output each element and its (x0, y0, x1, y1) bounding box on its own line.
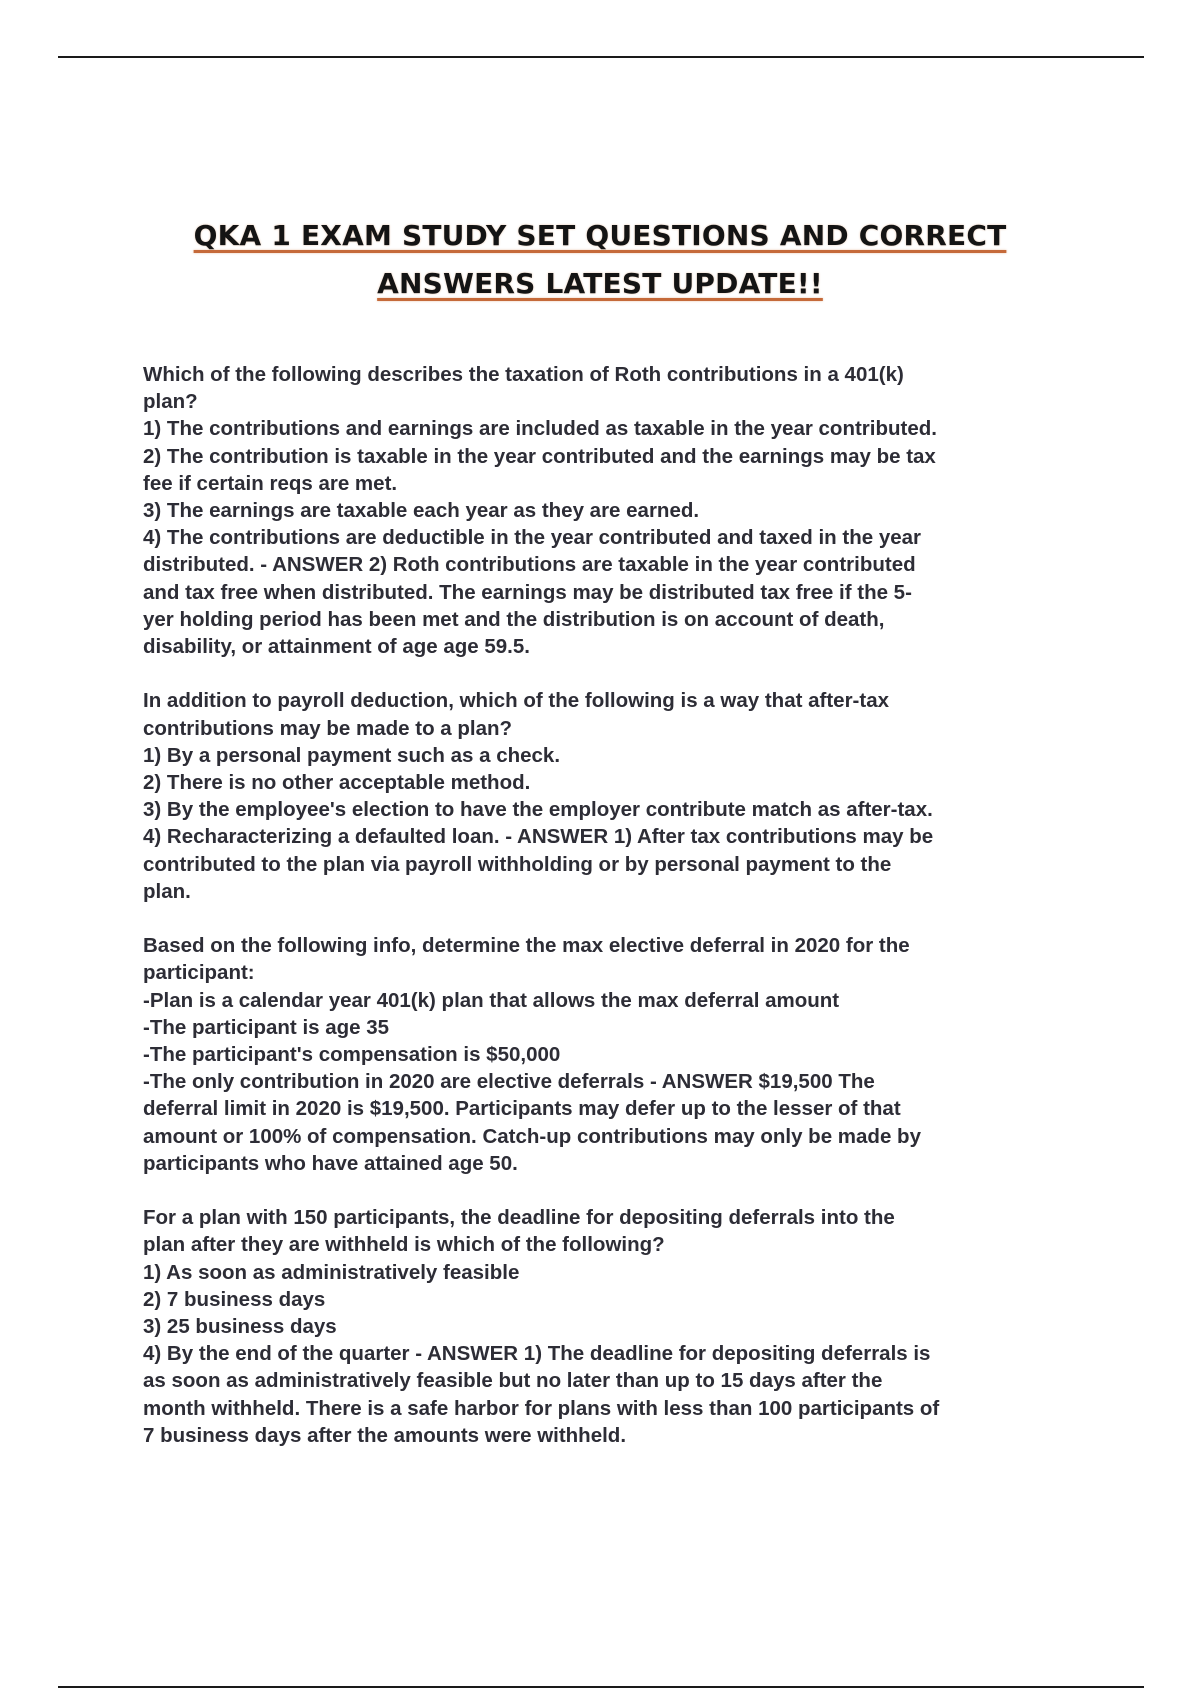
question-text-line: 3) By the employee's election to have the employer contribute match as after-tax. (143, 798, 933, 822)
question-text-line: distributed. - ANSWER 2) Roth contributions are taxable in the year contributed (143, 553, 916, 577)
question-text-line: contributions may be made to a plan? (143, 716, 513, 740)
question-text-line: yer holding period has been met and the distribution is on account of death, (143, 607, 885, 631)
question-text-line: 3) 25 business days (143, 1315, 337, 1339)
question-list (143, 361, 1073, 1476)
question-text-line: 1) As soon as administratively feasible (143, 1260, 520, 1284)
question-text-line: plan. (143, 879, 191, 903)
question-text-line: plan? (143, 390, 198, 414)
question-text-line: 4) Recharacterizing a defaulted loan. - ANSWER 1) After tax contributions may be (143, 825, 934, 849)
document-title (90, 212, 1110, 308)
question-text-line: 3) The earnings are taxable each year as they are earned. (143, 499, 700, 523)
question-text-line: month withheld. There is a safe harbor for plans with less than 100 participants of (143, 1396, 940, 1420)
question-text-line: 2) The contribution is taxable in the year contributed and the earnings may be tax (143, 444, 936, 468)
question-text-line: disability, or attainment of age age 59.5. (143, 635, 530, 659)
question-text-line: In addition to payroll deduction, which of the following is a way that after-tax (143, 689, 890, 713)
title-line-2: ANSWERS LATEST UPDATE!! (377, 267, 823, 300)
question-block (143, 687, 1073, 905)
question-text-line: Based on the following info, determine the max elective deferral in 2020 for the (143, 934, 910, 958)
question-text-line: as soon as administratively feasible but no later than up to 15 days after the (143, 1369, 883, 1393)
question-text-line: 4) By the end of the quarter - ANSWER 1) The deadline for depositing deferrals is (143, 1342, 931, 1366)
question-text-line: participant: (143, 961, 255, 985)
question-text-line: plan after they are withheld is which of the following? (143, 1233, 665, 1257)
question-block (143, 1204, 1073, 1449)
question-block (143, 932, 1073, 1177)
question-text-line: 2) There is no other acceptable method. (143, 771, 531, 795)
question-text-line: fee if certain reqs are met. (143, 471, 398, 495)
top-rule (58, 56, 1144, 58)
question-text-line: 4) The contributions are deductible in the year contributed and taxed in the year (143, 526, 921, 550)
question-text-line: deferral limit in 2020 is $19,500. Participants may defer up to the lesser of that (143, 1097, 901, 1121)
title-line-1: QKA 1 EXAM STUDY SET QUESTIONS AND CORRECT (193, 219, 1007, 252)
question-text-line: Which of the following describes the taxation of Roth contributions in a 401(k) (143, 363, 904, 386)
question-text-line: 1) By a personal payment such as a check. (143, 743, 561, 767)
question-text-line: amount or 100% of compensation. Catch-up contributions may only be made by (143, 1124, 921, 1148)
question-text-line: and tax free when distributed. The earnings may be distributed tax free if the 5- (143, 580, 912, 604)
question-block (143, 361, 1073, 660)
question-text-line: contributed to the plan via payroll withholding or by personal payment to the (143, 852, 892, 876)
question-text-line: 2) 7 business days (143, 1287, 326, 1311)
question-text-line: -Plan is a calendar year 401(k) plan that allows the max deferral amount (143, 988, 840, 1012)
question-text-line: For a plan with 150 participants, the deadline for depositing deferrals into the (143, 1206, 895, 1230)
question-text-line: participants who have attained age 50. (143, 1151, 518, 1175)
question-text-line: -The participant's compensation is $50,000 (143, 1043, 561, 1067)
question-text-line: 1) The contributions and earnings are included as taxable in the year contributed. (143, 417, 937, 441)
question-text-line: -The only contribution in 2020 are elective deferrals - ANSWER $19,500 The (143, 1070, 875, 1094)
question-text-line: -The participant is age 35 (143, 1015, 390, 1039)
question-text-line: 7 business days after the amounts were withheld. (143, 1423, 627, 1447)
bottom-rule (58, 1686, 1144, 1688)
